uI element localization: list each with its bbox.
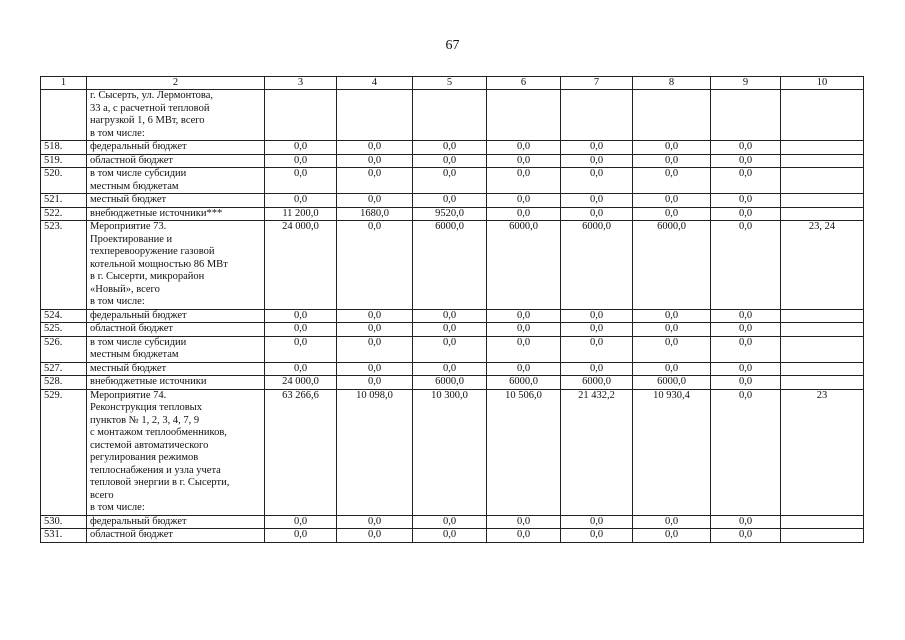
value-cell: 0,0	[711, 141, 781, 155]
value-cell: 0,0	[413, 168, 487, 194]
table-row	[41, 194, 864, 208]
value-cell: 6000,0	[561, 376, 633, 390]
row-description	[87, 529, 265, 543]
value-cell: 0,0	[633, 207, 711, 221]
description-line: 33 а, с расчетной тепловой	[90, 102, 210, 114]
value-cell	[487, 90, 561, 141]
table-row	[41, 389, 864, 515]
target-indicator-cell: 23	[781, 389, 864, 515]
value-cell: 0,0	[337, 376, 413, 390]
value-cell: 0,0	[337, 529, 413, 543]
description-line: федеральный бюджет	[90, 309, 187, 321]
row-number: 520.	[41, 168, 87, 194]
value-cell: 0,0	[413, 362, 487, 376]
description-line: областной бюджет	[90, 323, 173, 334]
row-number: 522.	[41, 207, 87, 221]
description-line: Проектирование и	[90, 233, 173, 245]
value-cell: 0,0	[413, 529, 487, 543]
value-cell: 6000,0	[487, 376, 561, 390]
value-cell: 24 000,0	[265, 221, 337, 310]
value-cell: 11 200,0	[265, 207, 337, 221]
column-header: 10	[781, 77, 864, 90]
row-description	[87, 168, 265, 194]
value-cell: 24 000,0	[265, 376, 337, 390]
table-row	[41, 309, 864, 323]
value-cell: 0,0	[337, 309, 413, 323]
description-line: в том числе субсидии	[90, 336, 187, 348]
value-cell	[561, 90, 633, 141]
table-row	[41, 515, 864, 529]
value-cell: 0,0	[561, 323, 633, 337]
description-line: федеральный бюджет	[90, 515, 187, 527]
value-cell: 0,0	[561, 207, 633, 221]
value-cell: 6000,0	[487, 221, 561, 310]
table-row	[41, 90, 864, 141]
value-cell: 0,0	[413, 515, 487, 529]
value-cell	[413, 90, 487, 141]
value-cell: 0,0	[413, 194, 487, 208]
description-line: пунктов № 1, 2, 3, 4, 7, 9	[90, 414, 200, 426]
value-cell	[711, 90, 781, 141]
value-cell: 0,0	[337, 362, 413, 376]
row-description	[87, 194, 265, 208]
row-number: 523.	[41, 221, 87, 310]
row-number: 519.	[41, 154, 87, 168]
row-number: 527.	[41, 362, 87, 376]
description-line: Реконструкция тепловых	[90, 402, 202, 413]
value-cell: 0,0	[265, 141, 337, 155]
target-indicator-cell	[781, 90, 864, 141]
value-cell: 0,0	[265, 194, 337, 208]
value-cell: 0,0	[633, 336, 711, 362]
value-cell: 0,0	[487, 323, 561, 337]
description-line: внебюджетные источники	[90, 376, 207, 387]
value-cell: 0,0	[487, 529, 561, 543]
value-cell: 6000,0	[633, 221, 711, 310]
value-cell: 10 930,4	[633, 389, 711, 515]
target-indicator-cell	[781, 141, 864, 155]
table-row	[41, 336, 864, 362]
target-indicator-cell	[781, 529, 864, 543]
value-cell: 0,0	[337, 515, 413, 529]
value-cell: 0,0	[337, 194, 413, 208]
row-description	[87, 323, 265, 337]
value-cell: 0,0	[633, 515, 711, 529]
value-cell: 0,0	[633, 309, 711, 323]
value-cell: 6000,0	[413, 376, 487, 390]
value-cell: 0,0	[633, 362, 711, 376]
description-line: теплоснабжения и узла учета	[90, 464, 221, 476]
description-line: федеральный бюджет	[90, 141, 187, 152]
value-cell: 0,0	[487, 309, 561, 323]
column-header: 9	[711, 77, 781, 90]
value-cell: 0,0	[265, 515, 337, 529]
value-cell: 0,0	[487, 336, 561, 362]
value-cell: 0,0	[413, 154, 487, 168]
row-description	[87, 154, 265, 168]
table-row	[41, 141, 864, 155]
table-row	[41, 221, 864, 310]
value-cell: 0,0	[265, 323, 337, 337]
value-cell: 1680,0	[337, 207, 413, 221]
target-indicator-cell	[781, 362, 864, 376]
value-cell: 0,0	[487, 154, 561, 168]
value-cell: 0,0	[487, 141, 561, 155]
row-number: 528.	[41, 376, 87, 390]
value-cell	[265, 90, 337, 141]
value-cell: 0,0	[337, 336, 413, 362]
description-line: в том числе:	[90, 502, 145, 513]
row-number: 518.	[41, 141, 87, 155]
value-cell: 0,0	[633, 154, 711, 168]
description-line: в том числе субсидии	[90, 168, 187, 179]
description-line: местный бюджет	[90, 362, 167, 374]
row-description	[87, 389, 265, 515]
value-cell: 0,0	[265, 529, 337, 543]
target-indicator-cell: 23, 24	[781, 221, 864, 310]
value-cell: 6000,0	[633, 376, 711, 390]
value-cell: 0,0	[487, 515, 561, 529]
description-line: в том числе:	[90, 296, 145, 307]
value-cell: 0,0	[561, 529, 633, 543]
row-number: 531.	[41, 529, 87, 543]
description-line: системой автоматического	[90, 439, 209, 451]
table-row	[41, 362, 864, 376]
column-header: 6	[487, 77, 561, 90]
value-cell: 0,0	[633, 141, 711, 155]
value-cell: 0,0	[337, 154, 413, 168]
column-header: 8	[633, 77, 711, 90]
value-cell: 0,0	[561, 309, 633, 323]
description-line: Мероприятие 74.	[90, 389, 167, 401]
description-line: нагрузкой 1, 6 МВт, всего	[90, 115, 205, 126]
row-description	[87, 515, 265, 529]
value-cell: 0,0	[711, 221, 781, 310]
description-line: в том числе:	[90, 127, 145, 139]
row-description	[87, 90, 265, 141]
description-line: тепловой энергии в г. Сысерти,	[90, 477, 230, 488]
value-cell: 0,0	[413, 336, 487, 362]
value-cell: 0,0	[487, 362, 561, 376]
table-row	[41, 207, 864, 221]
value-cell: 0,0	[265, 362, 337, 376]
value-cell: 0,0	[561, 154, 633, 168]
value-cell: 0,0	[633, 168, 711, 194]
description-line: техперевооружение газовой	[90, 246, 215, 257]
description-line: в г. Сысерти, микрорайон	[90, 271, 205, 282]
description-line: с монтажом теплообменников,	[90, 427, 227, 438]
value-cell: 0,0	[561, 194, 633, 208]
column-header: 1	[41, 77, 87, 90]
row-description	[87, 309, 265, 323]
target-indicator-cell	[781, 515, 864, 529]
table-row	[41, 323, 864, 337]
value-cell: 0,0	[337, 141, 413, 155]
value-cell: 0,0	[487, 207, 561, 221]
budget-table	[40, 76, 864, 543]
column-header: 7	[561, 77, 633, 90]
target-indicator-cell	[781, 336, 864, 362]
table-row	[41, 168, 864, 194]
page-number: 67	[445, 38, 460, 53]
value-cell: 0,0	[711, 207, 781, 221]
target-indicator-cell	[781, 194, 864, 208]
value-cell: 21 432,2	[561, 389, 633, 515]
value-cell: 0,0	[711, 529, 781, 543]
table-body	[41, 90, 864, 543]
row-description	[87, 221, 265, 310]
value-cell: 0,0	[265, 309, 337, 323]
row-description	[87, 376, 265, 390]
table-row	[41, 154, 864, 168]
value-cell: 0,0	[413, 141, 487, 155]
value-cell: 0,0	[337, 323, 413, 337]
row-number: 526.	[41, 336, 87, 362]
value-cell: 0,0	[337, 168, 413, 194]
value-cell: 0,0	[561, 362, 633, 376]
row-description	[87, 207, 265, 221]
value-cell: 0,0	[711, 194, 781, 208]
description-line: г. Сысерть, ул. Лермонтова,	[90, 90, 214, 101]
value-cell: 0,0	[711, 336, 781, 362]
target-indicator-cell	[781, 168, 864, 194]
description-line: местным бюджетам	[90, 180, 179, 192]
value-cell: 0,0	[711, 515, 781, 529]
header-row	[41, 77, 864, 90]
value-cell	[633, 90, 711, 141]
row-description	[87, 362, 265, 376]
target-indicator-cell	[781, 376, 864, 390]
value-cell: 0,0	[265, 336, 337, 362]
description-line: «Новый», всего	[90, 283, 160, 295]
row-number: 521.	[41, 194, 87, 208]
value-cell: 0,0	[265, 154, 337, 168]
value-cell: 0,0	[561, 336, 633, 362]
value-cell	[337, 90, 413, 141]
value-cell: 0,0	[711, 376, 781, 390]
description-line: внебюджетные источники***	[90, 207, 223, 219]
value-cell: 9520,0	[413, 207, 487, 221]
value-cell: 0,0	[265, 168, 337, 194]
target-indicator-cell	[781, 309, 864, 323]
value-cell: 0,0	[711, 362, 781, 376]
value-cell: 0,0	[561, 515, 633, 529]
value-cell: 0,0	[633, 529, 711, 543]
description-line: областной бюджет	[90, 154, 173, 166]
value-cell: 0,0	[413, 309, 487, 323]
row-number: 530.	[41, 515, 87, 529]
row-number: 524.	[41, 309, 87, 323]
value-cell: 0,0	[711, 154, 781, 168]
description-line: местным бюджетам	[90, 349, 179, 360]
value-cell: 0,0	[711, 309, 781, 323]
description-line: Мероприятие 73.	[90, 221, 167, 232]
description-line: котельной мощностью 86 МВт	[90, 258, 228, 270]
description-line: всего	[90, 489, 114, 501]
target-indicator-cell	[781, 323, 864, 337]
value-cell: 6000,0	[561, 221, 633, 310]
value-cell: 6000,0	[413, 221, 487, 310]
column-header: 4	[337, 77, 413, 90]
description-line: областной бюджет	[90, 529, 173, 540]
value-cell: 0,0	[633, 323, 711, 337]
row-description	[87, 336, 265, 362]
value-cell: 0,0	[487, 168, 561, 194]
value-cell: 10 506,0	[487, 389, 561, 515]
value-cell: 63 266,6	[265, 389, 337, 515]
row-description	[87, 141, 265, 155]
row-number	[41, 90, 87, 141]
column-header: 2	[87, 77, 265, 90]
row-number: 529.	[41, 389, 87, 515]
table-row	[41, 376, 864, 390]
value-cell: 0,0	[711, 168, 781, 194]
value-cell: 0,0	[487, 194, 561, 208]
row-number: 525.	[41, 323, 87, 337]
value-cell: 0,0	[711, 323, 781, 337]
table-row	[41, 529, 864, 543]
value-cell: 0,0	[561, 141, 633, 155]
target-indicator-cell	[781, 154, 864, 168]
value-cell: 0,0	[337, 221, 413, 310]
value-cell: 10 098,0	[337, 389, 413, 515]
value-cell: 0,0	[413, 323, 487, 337]
description-line: местный бюджет	[90, 194, 167, 205]
column-header: 5	[413, 77, 487, 90]
value-cell: 0,0	[561, 168, 633, 194]
value-cell: 10 300,0	[413, 389, 487, 515]
value-cell: 0,0	[711, 389, 781, 515]
description-line: регулирования режимов	[90, 452, 199, 463]
target-indicator-cell	[781, 207, 864, 221]
column-header: 3	[265, 77, 337, 90]
value-cell: 0,0	[633, 194, 711, 208]
